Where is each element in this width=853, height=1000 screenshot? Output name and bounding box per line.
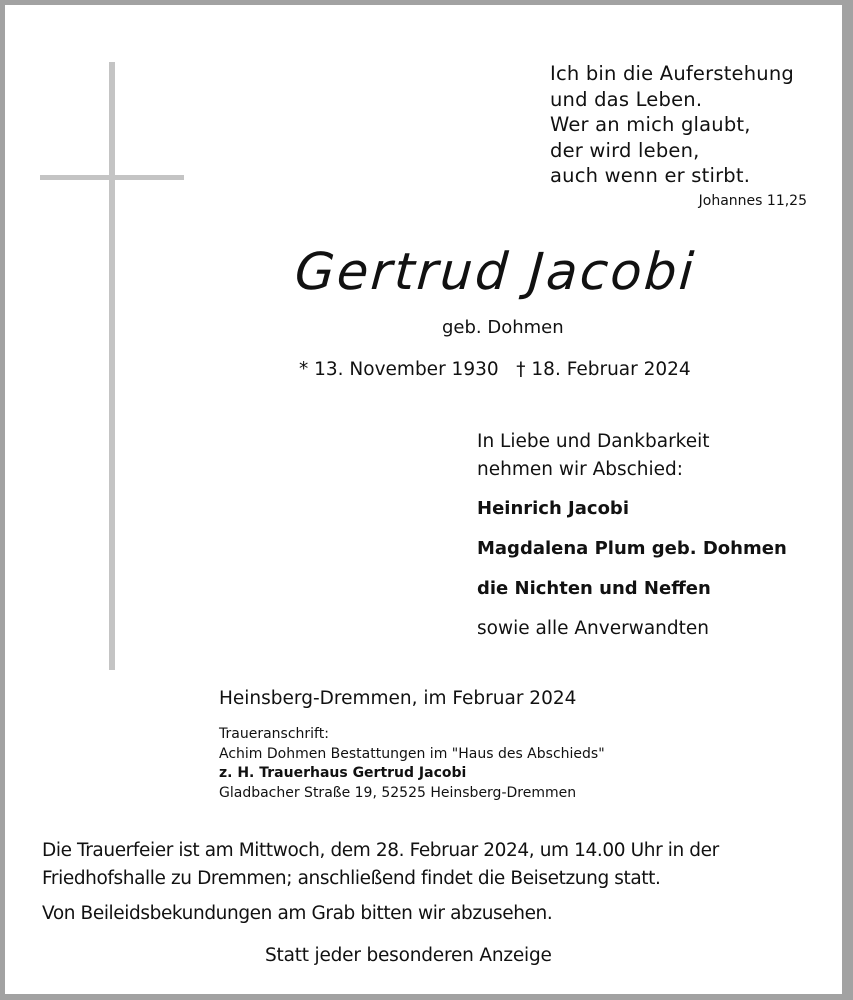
condolence-note: Von Beileidsbekundungen am Grab bitten wir abzusehen. [42, 903, 553, 924]
place-date: Heinsberg-Dremmen, im Februar 2024 [219, 688, 577, 709]
verse-line: und das Leben. [550, 87, 703, 111]
mourning-address [219, 725, 605, 803]
bible-verse [550, 61, 794, 189]
verse-reference: Johannes 11,25 [698, 193, 807, 209]
birth-name: geb. Dohmen [442, 317, 564, 338]
mourning-intro-line: In Liebe und Dankbarkeit [477, 431, 710, 452]
ceremony-info [42, 837, 719, 893]
address-line: Achim Dohmen Bestattungen im "Haus des Abschieds" [219, 745, 605, 762]
verse-line: Ich bin die Auferstehung [550, 62, 795, 85]
life-dates: * 13. November 1930 † 18. Februar 2024 [299, 359, 691, 380]
ceremony-line: Friedhofshalle zu Dremmen; anschließend findet die Beisetzung statt. [42, 868, 661, 889]
footer-note: Statt jeder besonderen Anzeige [265, 945, 552, 966]
mourner-name: die Nichten und Neffen [477, 578, 711, 599]
verse-line: auch wenn er stirbt. [550, 164, 751, 187]
deceased-name: Gertrud Jacobi [292, 243, 698, 302]
verse-line: der wird leben, [550, 138, 700, 162]
ceremony-line: Die Trauerfeier ist am Mittwoch, dem 28. Februar 2024, um 14.00 Uhr in der [42, 840, 719, 861]
mourning-intro [477, 428, 710, 484]
latin-cross-icon [109, 62, 115, 670]
mourner-name: Magdalena Plum geb. Dohmen [477, 538, 787, 559]
obituary-page [5, 5, 842, 994]
address-label: Traueranschrift: [219, 726, 329, 742]
mourning-intro-line: nehmen wir Abschied: [477, 459, 684, 480]
mourners-closing: sowie alle Anverwandten [477, 618, 709, 639]
verse-line: Wer an mich glaubt, [550, 113, 751, 136]
address-line-bold: z. H. Trauerhaus Gertrud Jacobi [219, 765, 467, 781]
cross-crossbar [40, 175, 184, 180]
address-line: Gladbacher Straße 19, 52525 Heinsberg-Dremmen [219, 784, 577, 801]
mourner-name: Heinrich Jacobi [477, 498, 629, 519]
